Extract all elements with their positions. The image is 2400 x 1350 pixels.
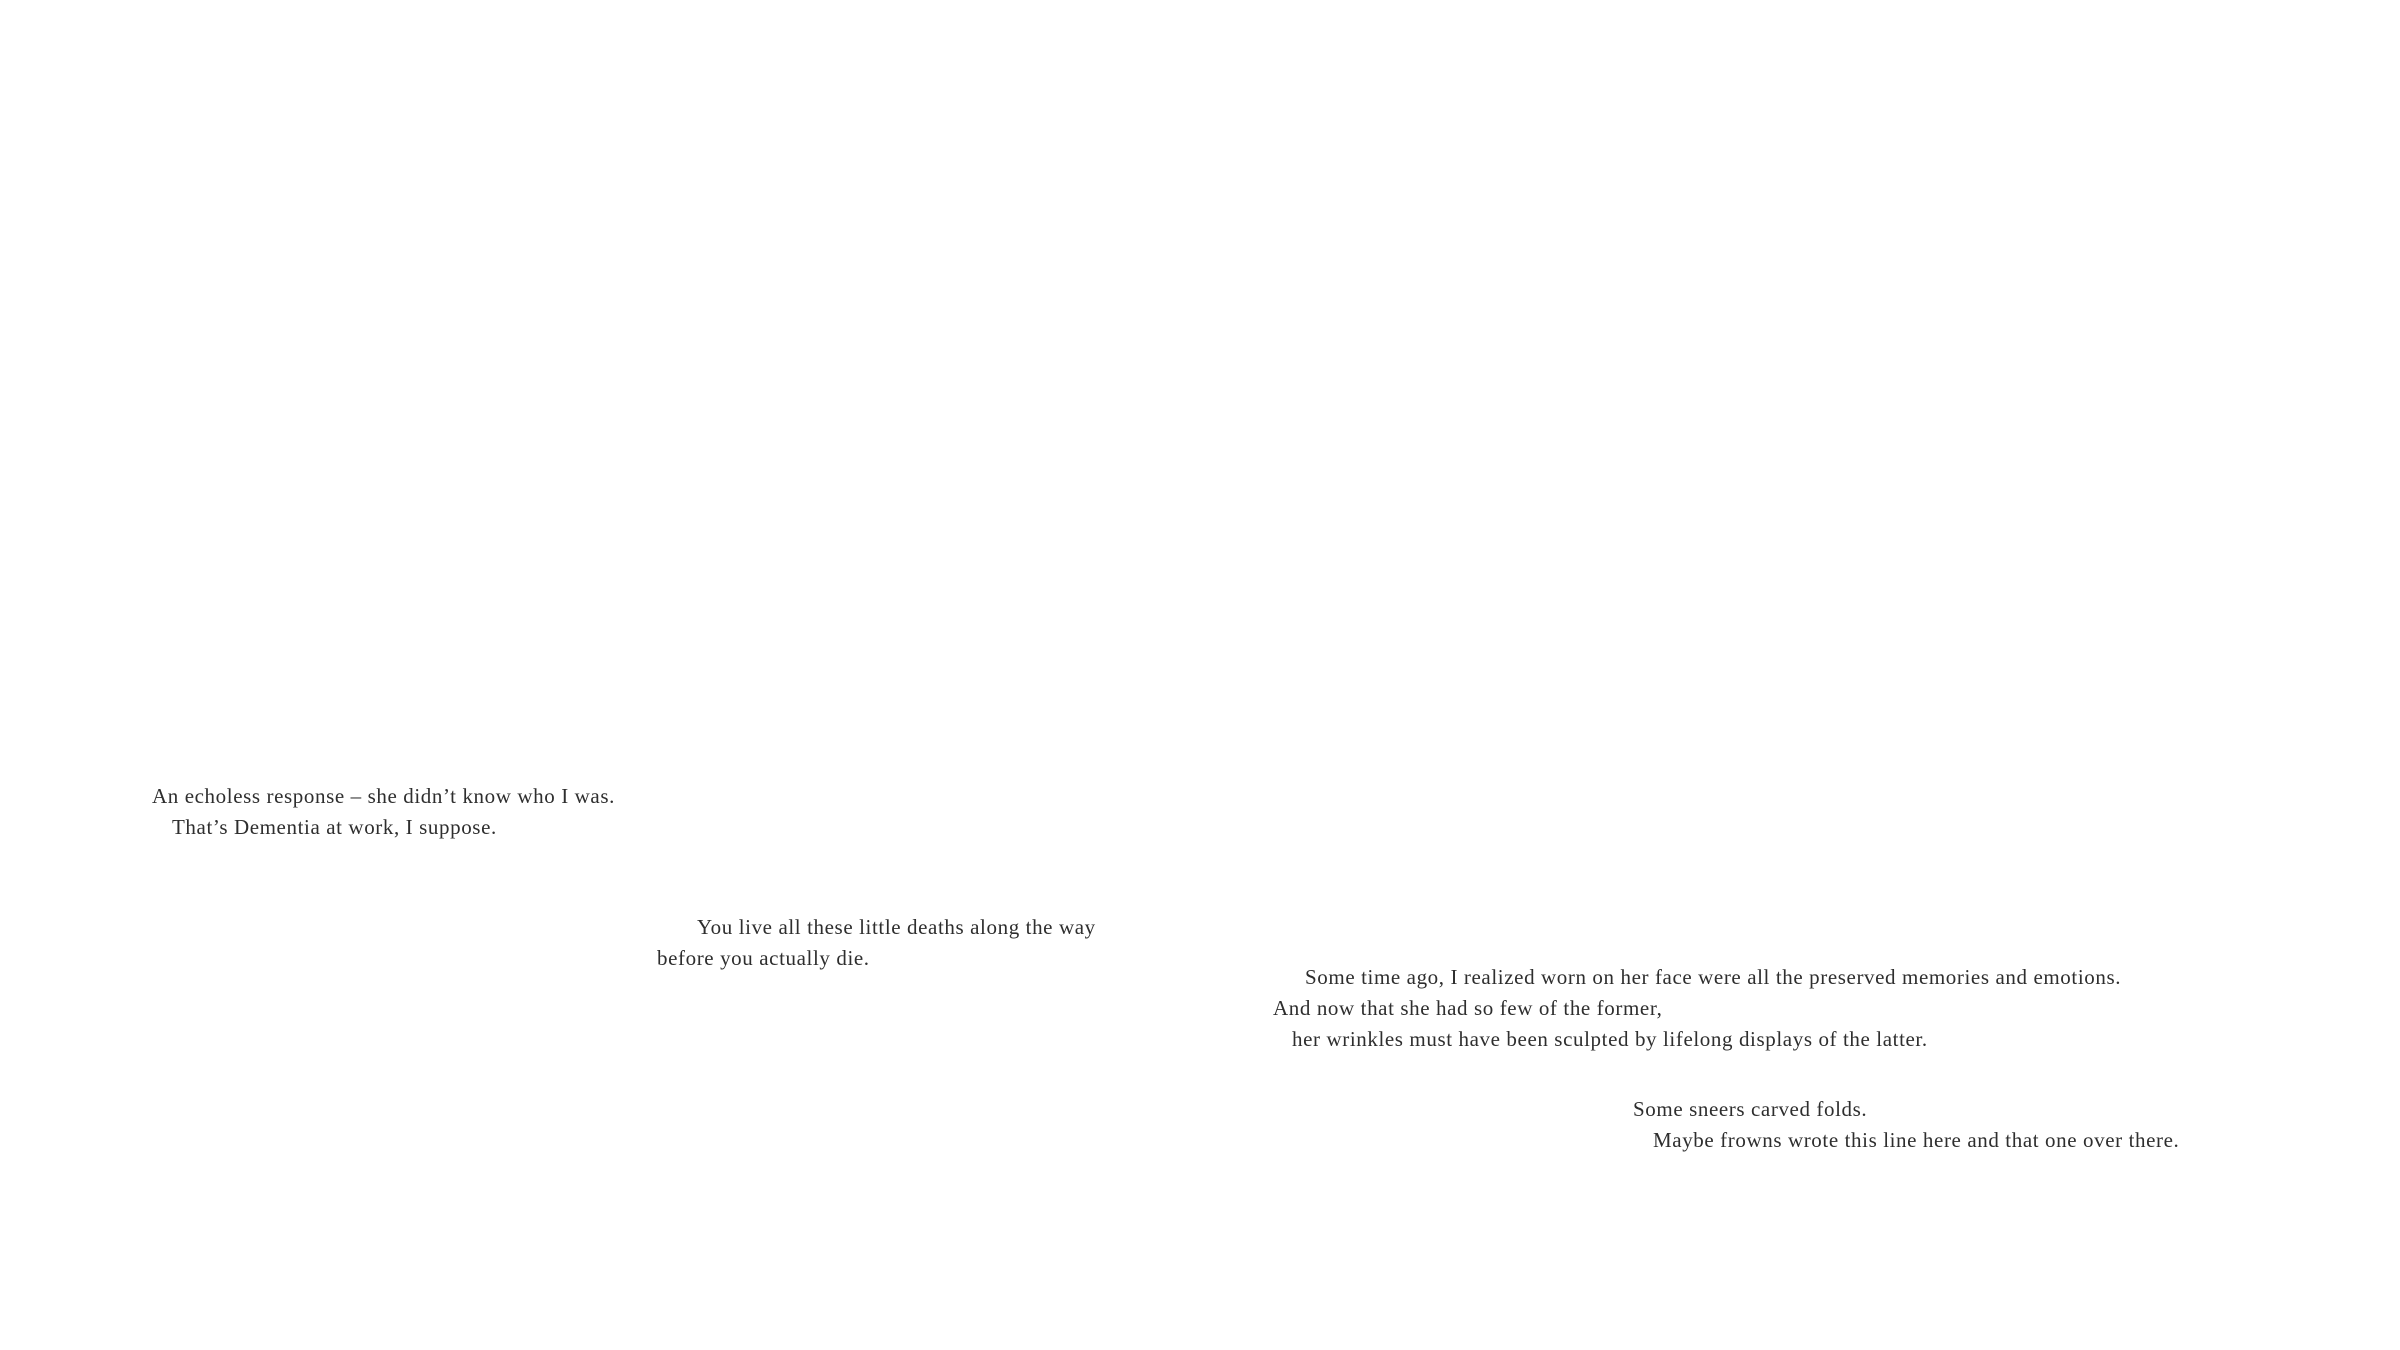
stanza-sneers-and-frowns-line-1: Some sneers carved folds. — [1633, 1097, 1868, 1121]
stanza-preserved-memories-line-3: her wrinkles must have been sculpted by lifelong displays of the latter. — [1292, 1027, 1928, 1051]
stanza-echoless-response-line-2: That’s Dementia at work, I suppose. — [172, 815, 497, 839]
stanza-echoless-response-line-1: An echoless response – she didn’t know who I was. — [152, 784, 615, 808]
stanza-little-deaths-line-2: before you actually die. — [657, 946, 870, 970]
stanza-sneers-and-frowns-line-2: Maybe frowns wrote this line here and that one over there. — [1653, 1128, 2180, 1152]
stanza-preserved-memories-line-2: And now that she had so few of the former, — [1273, 996, 1663, 1020]
stanza-little-deaths-line-1: You live all these little deaths along the way — [697, 915, 1096, 939]
stanza-preserved-memories-line-1: Some time ago, I realized worn on her face were all the preserved memories and emotions. — [1305, 965, 2122, 989]
